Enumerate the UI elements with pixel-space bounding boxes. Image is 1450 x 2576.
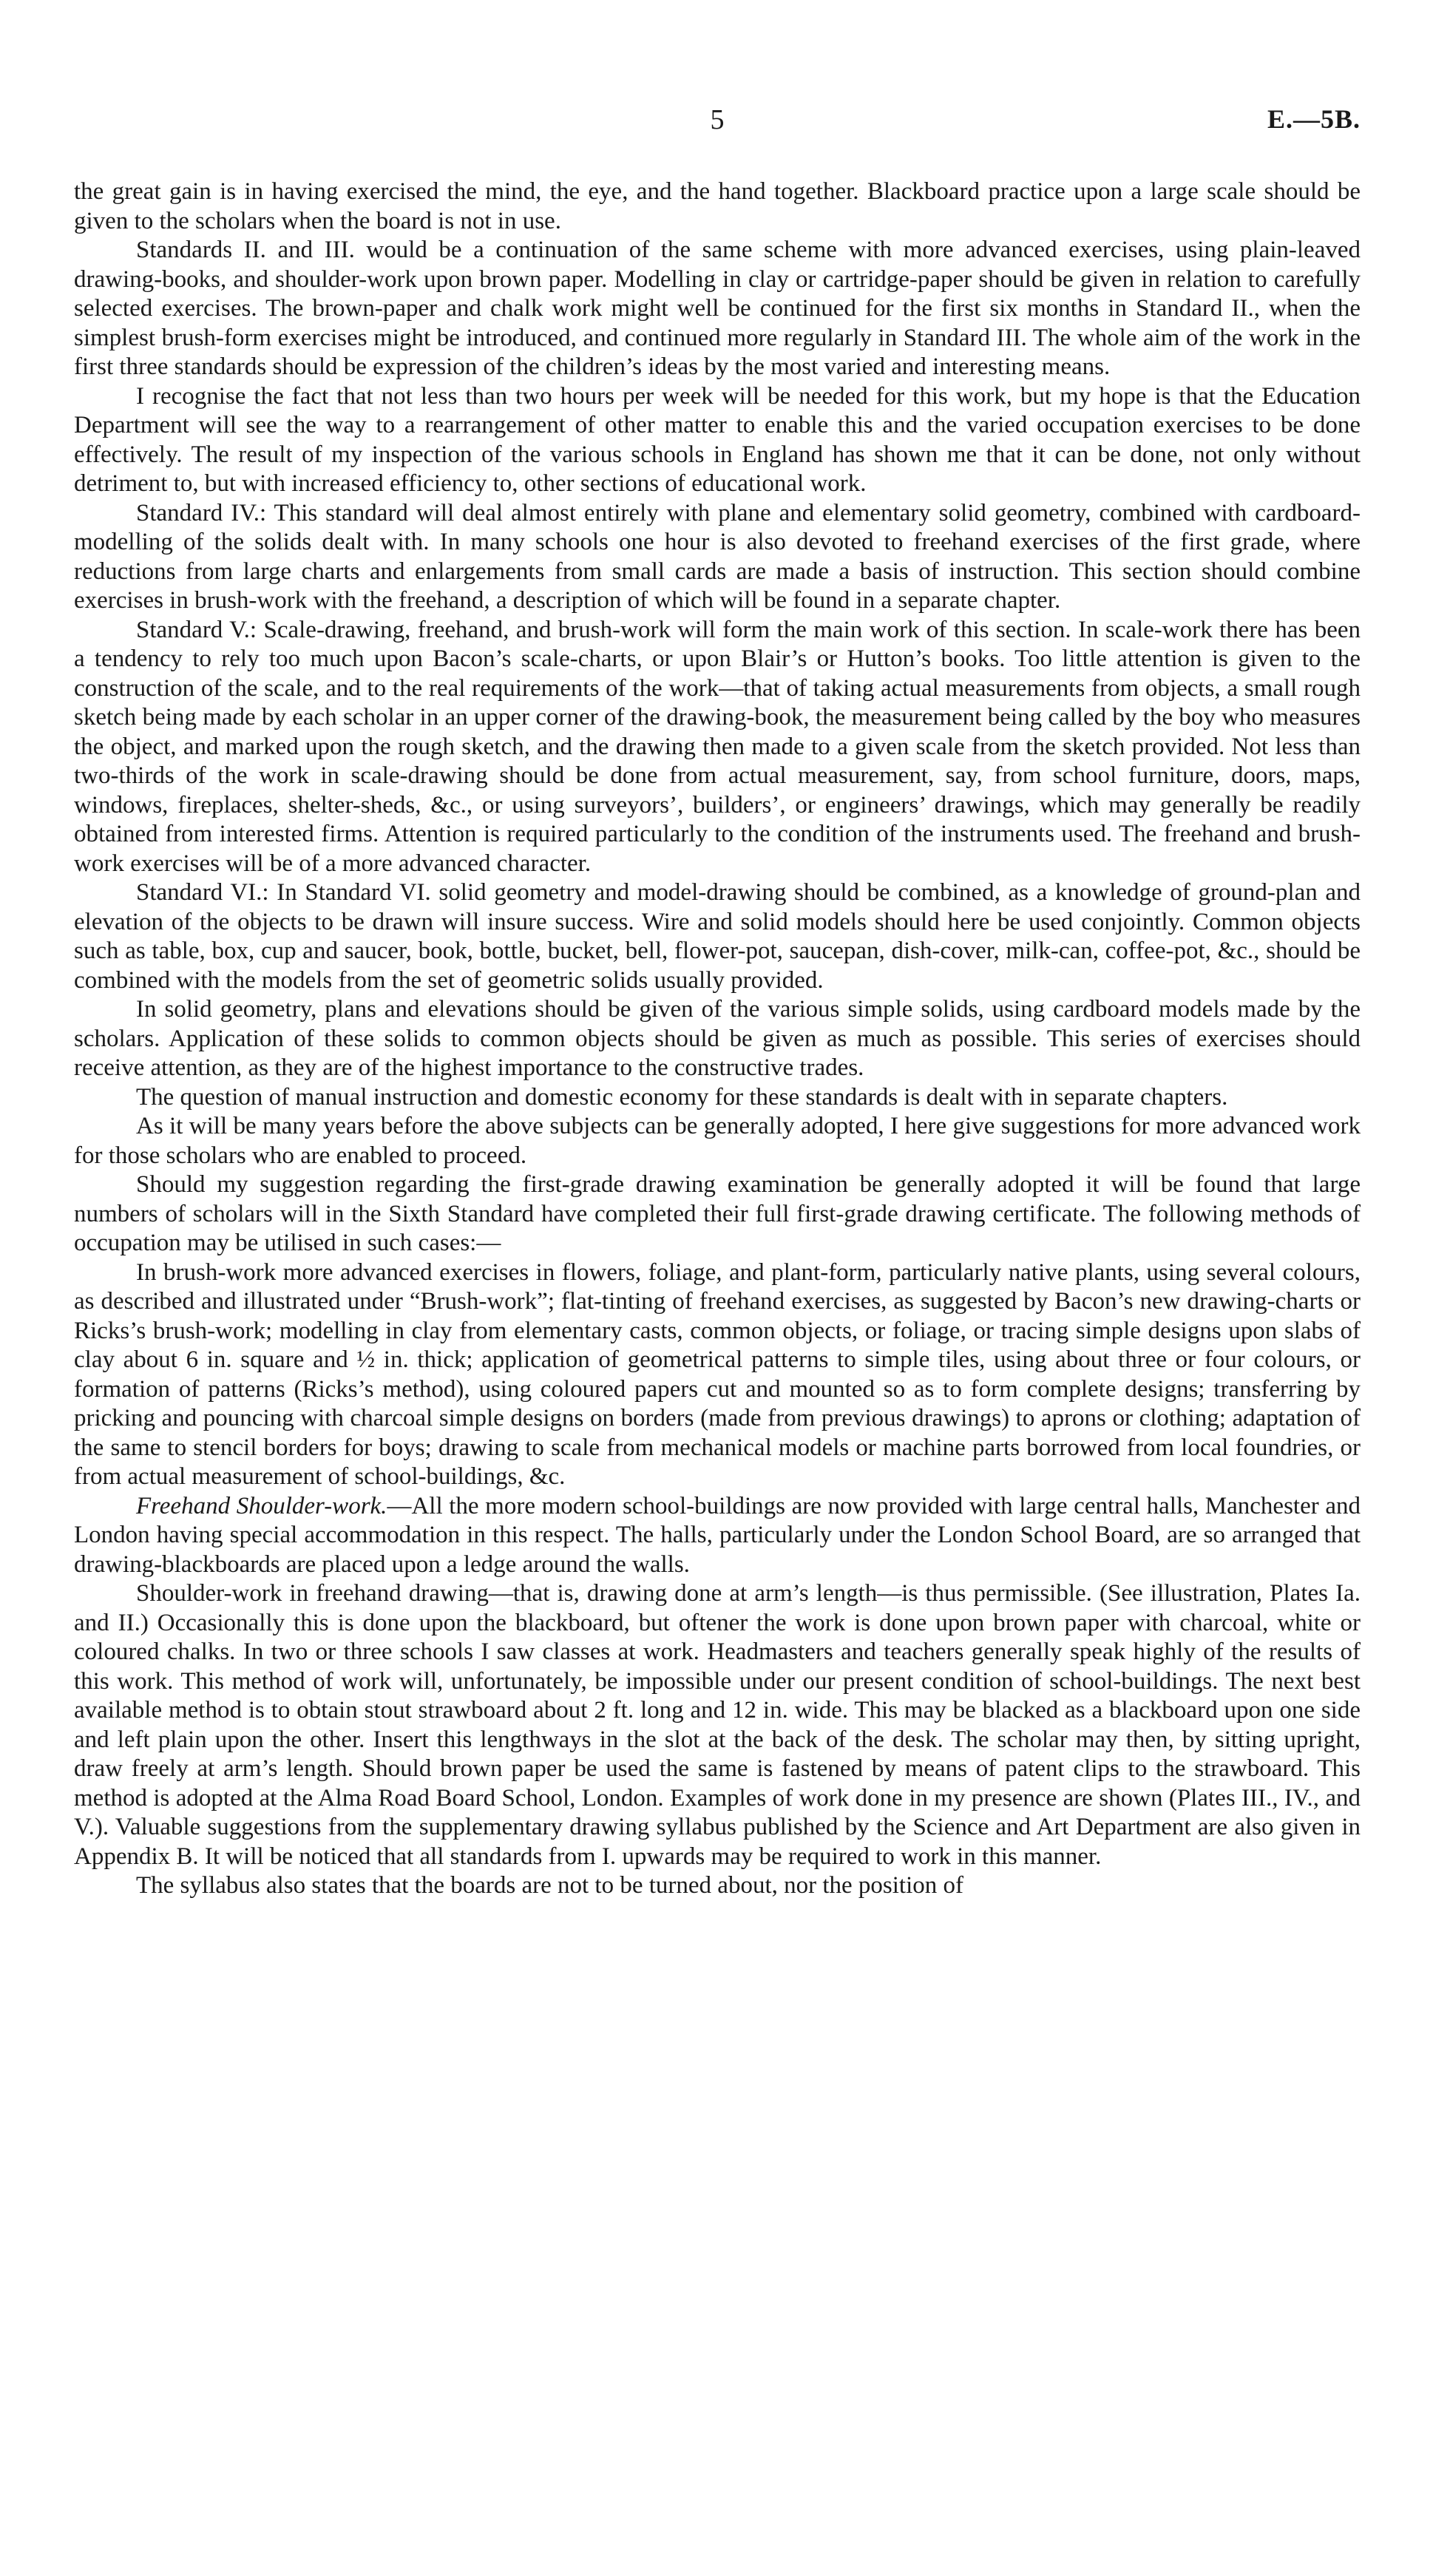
paragraph: Standard V.: Scale-drawing, freehand, and brush-work will form the main work of this section. In scale-work there has been a tendency to rely too much upon Bacon’s scale-charts, or upon Blair’s or Hutton’s books. Too little attention is given to the construction of the scale, and to the real requirements of the work—that of taking actual measurements from objects, a small rough sketch being made by each scholar in an upper corner of the drawing-book, the measurement being called by the boy who measures the object, and marked upon the rough sketch, and the drawing then made to a given scale from the sketch provided. Not less than two-thirds of the work in scale-drawing should be done from actual measurement, say, from school furniture, doors, maps, windows, fireplaces, shelter-sheds, &c., or using surveyors’, builders’, or engineers’ drawings, which may generally be readily obtained from interested firms. Attention is required particularly to the condition of the instruments used. The freehand and brush-work exercises will be of a more advanced character. <box>74 616 1361 877</box>
paragraph <box>74 1492 1361 1580</box>
paragraph: the great gain is in having exercised the mind, the eye, and the hand together. Blackboard practice upon a large scale should be given to the scholars when the board is not in use. <box>74 178 1361 234</box>
paragraph: In brush-work more advanced exercises in flowers, foliage, and plant-form, particularly native plants, using several colours, as described and illustrated under “Brush-work”; flat-tinting of freehand exercises, as suggested by Bacon’s new drawing-charts or Ricks’s brush-work; modelling in clay from elementary casts, common objects, or foliage, or tracing simple designs upon slabs of clay about 6 in. square and ½ in. thick; application of geometrical patterns to simple tiles, using about three or four colours, or formation of patterns (Ricks’s method), using coloured papers cut and mounted so as to form complete designs; transferring by pricking and pouncing with charcoal simple designs on borders (made from previous drawings) to aprons or clothing; adaptation of the same to stencil borders for boys; drawing to scale from mechanical models or machine parts borrowed from local foundries, or from actual measurement of school-buildings, &c. <box>74 1258 1361 1490</box>
paragraph: I recognise the fact that not less than two hours per week will be needed for this work, but my hope is that the Education Department will see the way to a rearrangement of other matter to enable this and the varied occupation exercises to be done effectively. The result of my inspection of the various schools in England has shown me that it can be done, not only without detriment to, but with increased efficiency to, other sections of educational work. <box>74 382 1361 497</box>
paragraph: Standards II. and III. would be a continuation of the same scheme with more advanced exercises, using plain-leaved drawing-books, and shoulder-work upon brown paper. Modelling in clay or cartridge-paper should be given in relation to carefully selected exercises. The brown-paper and chalk work might well be continued for the first six months in Standard II., when the simplest brush-form exercises might be introduced, and continued more regularly in Standard III. The whole aim of the work in the first three standards should be expression of the children’s ideas by the most varied and interesting means. <box>74 237 1361 380</box>
paragraph: Shoulder-work in freehand drawing—that is, drawing done at arm’s length—is thus permissible. (See illustration, Plates Ia. and II.) Occasionally this is done upon the blackboard, but oftener the work is done upon brown paper with charcoal, white or coloured chalks. In two or three schools I saw classes at work. Headmasters and teachers generally speak highly of the results of this work. This method of work will, unfortunately, be impossible under our present condition of school-buildings. The next best available method is to obtain stout strawboard about 2 ft. long and 12 in. wide. This may be blacked as a blackboard upon one side and left plain upon the other. Insert this lengthways in the slot at the back of the desk. The scholar may then, by sitting upright, draw freely at arm’s length. Should brown paper be used the same is fastened by means of patent clips to the strawboard. This method is adopted at the Alma Road Board School, London. Examples of work done in my presence are shown (Plates III., IV., and V.). Valuable suggestions from the supplementary drawing syllabus published by the Science and Art Department are also given in Appendix B. It will be noticed that all standards from I. upwards may be required to work in this manner. <box>74 1580 1361 1870</box>
paragraph: The syllabus also states that the boards are not to be turned about, nor the position of <box>136 1872 964 1899</box>
page-number: 5 <box>710 104 725 135</box>
document-reference: E.—5B. <box>1267 104 1361 134</box>
body-text <box>74 177 1361 1901</box>
page-header <box>74 104 1361 148</box>
paragraph: As it will be many years before the above subjects can be generally adopted, I here give suggestions for more advanced work for those scholars who are enabled to proceed. <box>74 1113 1361 1169</box>
paragraph: In solid geometry, plans and elevations should be given of the various simple solids, using cardboard models made by the scholars. Application of these solids to common objects should be given as much as possible. This series of exercises should receive attention, as they are of the highest importance to the constructive trades. <box>74 996 1361 1081</box>
paragraph: Standard IV.: This standard will deal almost entirely with plane and elementary solid geometry, combined with cardboard-modelling of the solids dealt with. In many schools one hour is also devoted to freehand exercises of the first grade, where reductions from large charts and enlargements from small cards are made a basis of instruction. This section should combine exercises in brush-work with the freehand, a description of which will be found in a separate chapter. <box>74 499 1361 614</box>
section-heading: Freehand Shoulder-work. <box>136 1492 387 1519</box>
paragraph: Standard VI.: In Standard VI. solid geometry and model-drawing should be combined, as a knowledge of ground-plan and elevation of the objects to be drawn will insure success. Wire and solid models should here be used conjointly. Common objects such as table, box, cup and saucer, book, bottle, bucket, bell, flower-pot, saucepan, dish-cover, milk-can, coffee-pot, &c., should be combined with the models from the set of geometric solids usually provided. <box>74 879 1361 994</box>
paragraph-text: —All the more modern school-buildings are now provided with large central halls, Manchester and London having special accommodation in this respect. The halls, particularly under the London School Board, are so arranged that drawing-blackboards are placed upon a ledge around the walls. <box>74 1492 1361 1578</box>
paragraph: Should my suggestion regarding the first-grade drawing examination be generally adopted it will be found that large numbers of scholars will in the Sixth Standard have completed their full first-grade drawing certificate. The following methods of occupation may be utilised in such cases:— <box>74 1171 1361 1256</box>
paragraph: The question of manual instruction and domestic economy for these standards is dealt with in separate chapters. <box>136 1083 1228 1111</box>
